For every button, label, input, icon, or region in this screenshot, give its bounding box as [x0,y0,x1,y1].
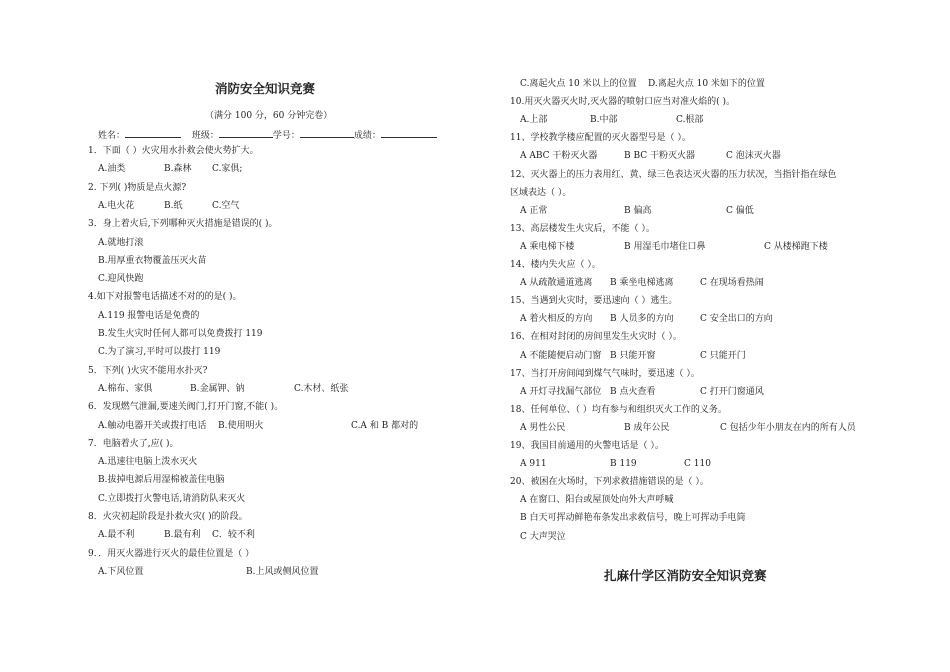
answer-option[interactable]: B BC 干粉灭火器 [624,151,696,162]
answer-option[interactable]: B 成年公民 [624,422,670,433]
answer-option[interactable]: C 打开门窗通风 [700,386,764,397]
answer-option[interactable]: A.最不利 [98,530,135,541]
answer-option[interactable]: C.根部 [676,115,704,126]
question-text: 15、当遇到火灾时，要迅速向（ ）逃生。 [510,296,678,307]
answer-option[interactable]: A 乘电梯下楼 [520,241,575,252]
answer-option[interactable]: A.上部 [520,115,548,126]
answer-option[interactable]: B 乘坐电梯逃离 [610,278,674,289]
answer-option[interactable]: B.发生火灾时任何人都可以免费拨打 119 [98,329,263,339]
answer-option[interactable]: C 包括少年小朋友在内的所有人员 [720,422,856,433]
answer-option[interactable]: A 911 [520,459,547,470]
answer-option[interactable]: C 大声哭泣 [520,531,566,542]
answer-option[interactable]: C 安全出口的方向 [700,314,773,325]
answer-option[interactable]: C 从楼梯跑下楼 [764,241,828,252]
question-text: 8．火灾初起阶段是扑救火灾( )的阶段。 [88,512,248,522]
answer-option[interactable]: A 开灯寻找漏气部位 [520,386,602,397]
answer-option[interactable]: B.中部 [590,115,618,126]
question-text: 3．身上着火后,下列哪种灭火措施是错误的( )。 [88,219,278,230]
answer-option[interactable]: B.森林 [164,164,192,175]
question-text: 1．下面（ ）火灾用水扑救会使火势扩大。 [88,146,259,156]
page-title: 消防安全知识竞赛 [215,81,316,96]
answer-option[interactable]: A.下风位置 [98,566,144,577]
answer-option[interactable]: B 119 [610,459,637,470]
answer-option[interactable]: B 人员多的方向 [610,314,674,325]
page-subtitle: （满分 100 分，60 分钟完卷） [205,111,333,121]
question-text: 10.用灭火器灭火时,灭火器的喷射口应当对准火焰的( )。 [510,97,736,108]
answer-option[interactable]: C.A 和 B 都对的 [351,420,419,431]
answer-option[interactable]: A.触动电器开关或拨打电话 [98,420,207,431]
question-text: 9．．用灭火器进行灭火的最佳位置是（ ） [88,548,255,559]
class-field[interactable] [219,127,273,138]
question-text: 区域表达（ ）。 [510,187,572,198]
question-text: 13、高层楼发生火灾后，不能（ ）。 [510,223,655,234]
answer-option[interactable]: C 只能开门 [700,350,746,361]
answer-option[interactable]: B 偏高 [624,205,652,216]
question-text: 2. 下列( )物质是点火源? [88,182,187,193]
id-field[interactable] [300,127,354,138]
id-label: 学号： [272,131,300,141]
answer-option[interactable]: D.离起火点 10 米如下的位置 [648,79,765,89]
answer-option[interactable]: C.迎风快跑 [98,274,144,285]
answer-option[interactable]: A.119 报警电话是免费的 [98,310,200,321]
question-text: 12、灭火器上的压力表用红、黄、绿三色表达灭火器的压力状况，当指针指在绿色 [510,169,837,180]
question-text: 20、被困在火场时，下列求救措施错误的是（ ）。 [510,477,709,488]
answer-option[interactable]: C.离起火点 10 米以上的位置 [520,79,637,89]
answer-option[interactable]: A 从疏散通道逃离 [520,278,593,289]
answer-option[interactable]: A 正常 [520,205,548,216]
score-label: 成绩： [353,131,381,141]
answer-option[interactable]: C.家俱; [212,164,243,175]
answer-option[interactable]: B.纸 [164,200,183,211]
answer-option[interactable]: C 在现场看热闹 [700,278,764,289]
answer-option[interactable]: B.拔掉电源后用湿棉被盖住电脑 [98,475,225,486]
answer-option[interactable]: A 着火相反的方向 [520,314,593,325]
answer-option[interactable]: A ABC 干粉灭火器 [520,151,598,162]
question-text: 11、学校教学楼应配置的灭火器型号是（ ）。 [510,133,691,144]
answer-option[interactable]: B.最有利 [164,530,201,541]
answer-option[interactable]: B.金属钾、钠 [190,383,245,394]
answer-option[interactable]: A.就地打滚 [98,237,144,248]
class-label: 班级： [191,131,219,141]
answer-option[interactable]: C 泡沫灭火器 [726,151,781,162]
answer-option[interactable]: C．较不利 [212,530,255,541]
footer-title: 扎麻什学区消防安全知识竞赛 [604,568,767,583]
answer-option[interactable]: A.迅速往电脑上泼水灭火 [98,457,198,468]
question-text: 7．电脑着火了,应( )。 [88,438,179,449]
answer-option[interactable]: B 白天可挥动鲜艳布条发出求救信号，晚上可挥动手电筒 [520,513,746,524]
answer-option[interactable]: A.棉布、家俱 [98,383,153,394]
answer-option[interactable]: A 男性公民 [520,422,566,433]
answer-option[interactable]: B 只能开窗 [610,350,656,361]
answer-option[interactable]: B 点火查看 [610,386,656,397]
name-label: 姓名： [98,131,126,141]
answer-option[interactable]: C.为了演习,平时可以拨打 119 [98,347,221,358]
question-text: 18、任何单位、（ ）均有参与和组织灭火工作的义务。 [510,404,727,415]
answer-option[interactable]: B.使用明火 [218,420,264,431]
answer-option[interactable]: C.空气 [212,200,240,211]
question-text: 6．发现燃气泄漏,要速关阀门,打开门窗,不能( )。 [88,402,284,413]
answer-option[interactable]: B.上风或侧风位置 [246,566,319,577]
question-text: 4.如下对报警电话描述不对的的是( )。 [88,292,242,303]
question-text: 19、我国目前通用的火警电话是（ ）。 [510,441,664,451]
answer-option[interactable]: A.电火花 [98,200,135,211]
question-text: 16、在相对封闭的房间里发生火灾时（ ）。 [510,332,682,343]
answer-option[interactable]: A.油类 [98,164,126,175]
student-info-row [98,127,437,141]
answer-option[interactable]: A 不能随便启动门窗 [520,350,602,361]
answer-option[interactable]: C 110 [684,459,711,470]
answer-option[interactable]: B.用厚重衣物覆盖压灭火苗 [98,255,207,266]
question-text: 14、楼内失火应（ ）。 [510,260,601,270]
answer-option[interactable]: C.木材、纸张 [294,383,349,394]
answer-option[interactable]: A 在窗口、阳台或屋顶处向外大声呼喊 [520,495,674,506]
score-field[interactable] [381,127,437,138]
answer-option[interactable]: C 偏低 [726,205,754,216]
question-text: 17、当打开房间闻到煤气气味时，要迅速（ ）。 [510,368,700,379]
answer-option[interactable]: B 用湿毛巾堵住口鼻 [624,241,706,252]
question-text: 5．下列( )火灾不能用水扑灭? [88,365,208,376]
name-field[interactable] [125,127,181,138]
answer-option[interactable]: C.立即拨打火警电话,请消防队来灭火 [98,493,246,504]
